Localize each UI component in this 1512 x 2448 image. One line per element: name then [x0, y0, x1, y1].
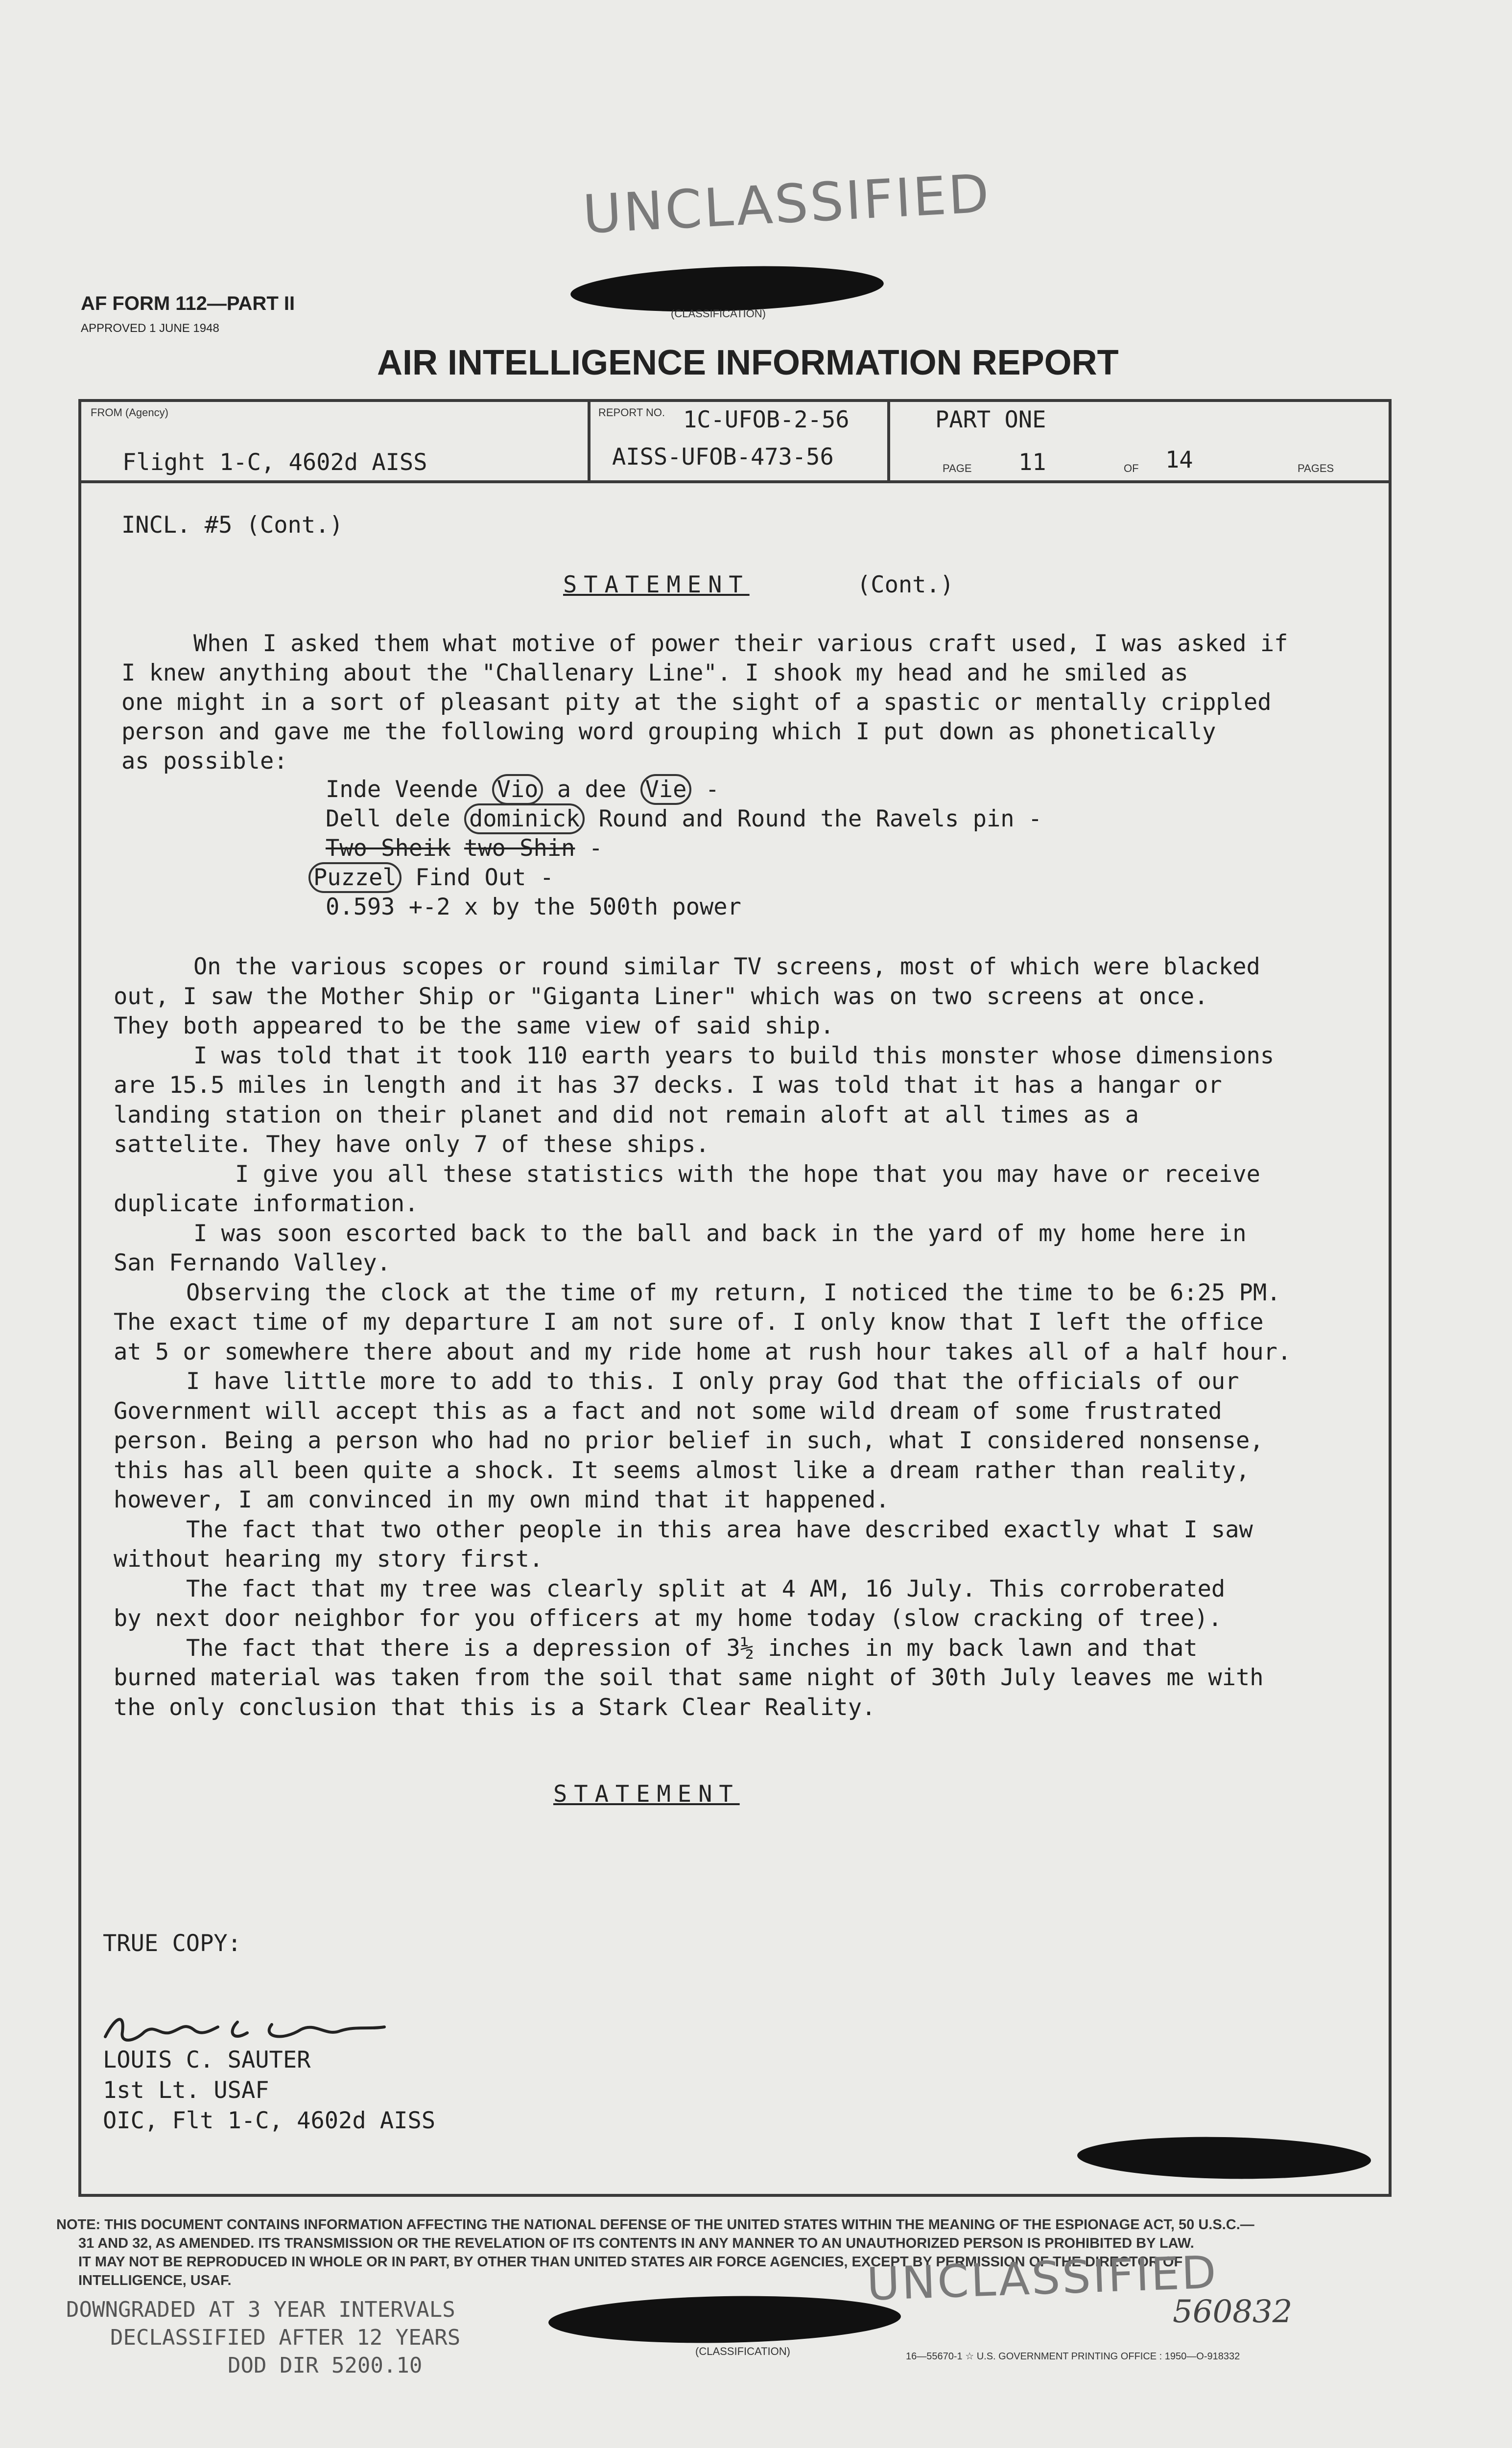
phrase-3-a: Two Sheik: [326, 835, 450, 862]
signer-rank: 1st Lt. USAF: [103, 2077, 269, 2104]
phrase-1-a: Inde Veende: [326, 776, 492, 803]
para1-line-1: When I asked them what motive of power their various craft used, I was asked if: [193, 630, 1288, 657]
body-border-left: [78, 483, 81, 2197]
phrase-1-circled-b: Vio: [492, 774, 543, 805]
phrase-3-d: -: [575, 835, 603, 862]
form-id: AF FORM 112—PART II: [81, 293, 295, 314]
statement-body-line: burned material was taken from the soil that same night of 30th July leaves me with: [114, 1664, 1264, 1691]
phrase-1-e: -: [691, 776, 720, 803]
gpo-footer: 16—55670-1 ☆ U.S. GOVERNMENT PRINTING OFFICE : 1950—O-918332: [906, 2351, 1240, 2362]
statement-body-line: The fact that my tree was clearly split at 4 AM, 16 July. This corroberated: [186, 1576, 1226, 1602]
statement-body-line: duplicate information.: [114, 1190, 419, 1217]
phrase-3-c: two Shin: [464, 835, 575, 862]
from-value: Flight 1-C, 4602d AISS: [122, 449, 427, 476]
notice-line-2: 31 AND 32, AS AMENDED. ITS TRANSMISSION OR THE REVELATION OF ITS CONTENTS IN ANY MANNER TO AN UNAUTHORIZED PERSON IS PROHIBITED BY LAW.: [78, 2236, 1194, 2251]
of-value: 14: [1165, 447, 1193, 473]
statement-heading-text: STATEMENT: [563, 571, 750, 598]
statement-body-line: this has all been quite a shock. It seems almost like a dream rather than reality,: [114, 1457, 1250, 1484]
para1-line-2: I knew anything about the "Challenary Line". I shook my head and he smiled as: [121, 659, 1188, 686]
statement-body-line: without hearing my story first.: [114, 1546, 543, 1573]
phrase-1-circled-d: Vie: [640, 774, 692, 805]
true-copy-label: TRUE COPY:: [103, 1930, 241, 1957]
bottom-classification-stamp: UNCLASSIFIED: [866, 2246, 1219, 2311]
statement-heading: [563, 570, 750, 600]
page-label: PAGE: [943, 462, 972, 474]
statement-body-line: however, I am convinced in my own mind that it happened.: [114, 1486, 890, 1513]
bottom-classification-caption: (CLASSIFICATION): [695, 2345, 790, 2357]
para1-line-3: one might in a sort of pleasant pity at the sight of a spastic or mentally crippled: [121, 689, 1272, 716]
report-no-line1: 1C-UFOB-2-56: [683, 406, 850, 433]
statement-body-line: I give you all these statistics with the hope that you may have or receive: [235, 1161, 1260, 1188]
statement-body-line: San Fernando Valley.: [114, 1249, 391, 1276]
report-title: AIR INTELLIGENCE INFORMATION REPORT: [377, 343, 1119, 382]
phrase-4-circled-a: Puzzel: [308, 862, 402, 893]
notice-line-1: NOTE: THIS DOCUMENT CONTAINS INFORMATION AFFECTING THE NATIONAL DEFENSE OF THE UNITED STATES WITHIN THE MEANING OF THE ESPIONAGE ACT, 50 U.S.C.—: [56, 2217, 1254, 2233]
phrase-line-1: [326, 775, 719, 804]
statement-body-line: by next door neighbor for you officers at my home today (slow cracking of tree).: [114, 1605, 1222, 1632]
downgrade-line-2: DECLASSIFIED AFTER 12 YEARS: [110, 2325, 461, 2350]
phrase-2-circled-b: dominick: [464, 803, 585, 834]
report-no-line2: AISS-UFOB-473-56: [612, 444, 834, 471]
statement-cont: (Cont.): [857, 571, 954, 598]
phrase-line-2: [326, 804, 1042, 834]
statement-body-line: I was told that it took 110 earth years to build this monster whose dimensions: [193, 1042, 1275, 1069]
phrase-line-3: [326, 834, 603, 863]
statement-body-line: person. Being a person who had no prior belief in such, what I considered nonsense,: [114, 1427, 1264, 1454]
phrase-line-5: 0.593 +-2 x by the 500th power: [326, 894, 741, 920]
statement-body-line: The exact time of my departure I am not sure of. I only know that I left the office: [114, 1309, 1264, 1336]
bottom-center-redaction: [548, 2293, 901, 2346]
handwritten-signature: [95, 2002, 389, 2051]
closing-statement-heading: [553, 1780, 740, 1809]
statement-body-line: On the various scopes or round similar TV screens, most of which were blacked: [193, 953, 1260, 980]
closing-statement-heading-text: STATEMENT: [553, 1781, 740, 1808]
downgrade-line-1: DOWNGRADED AT 3 YEAR INTERVALS: [66, 2297, 455, 2322]
body-border-right: [1389, 483, 1392, 2197]
of-label: OF: [1124, 462, 1139, 474]
report-no-label: REPORT NO.: [598, 406, 665, 419]
statement-body-line: are 15.5 miles in length and it has 37 decks. I was told that it has a hangar or: [114, 1072, 1222, 1099]
pages-label: PAGES: [1298, 462, 1334, 474]
handwritten-number: 560832: [1173, 2294, 1293, 2330]
statement-body-line: The fact that two other people in this area have described exactly what I saw: [186, 1516, 1253, 1543]
inclosure-label: INCL. #5 (Cont.): [121, 512, 343, 539]
notice-line-3: IT MAY NOT BE REPRODUCED IN WHOLE OR IN PART, BY OTHER THAN UNITED STATES AIR FORCE AGENCIES, EXCEPT BY PERMISSION OF THE DIRECTOR OF: [78, 2254, 1183, 2270]
notice-line-4: INTELLIGENCE, USAF.: [78, 2273, 232, 2288]
statement-body-line: sattelite. They have only 7 of these ships.: [114, 1131, 709, 1158]
statement-body-line: at 5 or somewhere there about and my ride home at rush hour takes all of a half hour.: [114, 1339, 1292, 1365]
statement-body-line: I have little more to add to this. I only pray God that the officials of our: [186, 1368, 1239, 1395]
page-value: 11: [1018, 449, 1046, 476]
statement-body-line: landing station on their planet and did not remain aloft at all times as a: [114, 1102, 1139, 1129]
body-border-bottom: [78, 2194, 1392, 2197]
statement-body-line: out, I saw the Mother Ship or "Giganta Liner" which was on two screens at once.: [114, 983, 1208, 1010]
top-classification-caption: (CLASSIFICATION): [671, 307, 766, 320]
statement-body-line: Government will accept this as a fact and not some wild dream of some frustrated: [114, 1398, 1222, 1425]
phrase-2-a: Dell dele: [326, 805, 464, 832]
header-divider-1: [588, 399, 591, 483]
from-label: FROM (Agency): [91, 406, 168, 419]
phrase-line-4: [308, 863, 554, 893]
statement-body-line: They both appeared to be the same view of said ship.: [114, 1012, 834, 1039]
top-classification-stamp: UNCLASSIFIED: [581, 163, 992, 246]
phrase-1-c: a dee: [543, 776, 640, 803]
phrase-3-b: [450, 835, 464, 862]
downgrade-line-3: DOD DIR 5200.10: [228, 2353, 423, 2378]
signer-unit: OIC, Flt 1-C, 4602d AISS: [103, 2107, 436, 2134]
statement-body-line: the only conclusion that this is a Stark Clear Reality.: [114, 1694, 876, 1721]
phrase-2-c: Round and Round the Ravels pin -: [585, 805, 1042, 832]
bottom-right-redaction: [1077, 2135, 1371, 2181]
para1-line-4: person and gave me the following word grouping which I put down as phonetically: [121, 718, 1216, 745]
part-value: PART ONE: [935, 406, 1046, 433]
header-divider-2: [887, 399, 890, 483]
statement-body-line: Observing the clock at the time of my return, I noticed the time to be 6:25 PM.: [186, 1279, 1281, 1306]
signer-name: LOUIS C. SAUTER: [103, 2047, 311, 2073]
phrase-4-b: Find Out -: [401, 864, 554, 891]
statement-body-line: The fact that there is a depression of 3½ inches in my back lawn and that: [186, 1635, 1198, 1662]
form-approved-date: APPROVED 1 JUNE 1948: [81, 322, 219, 335]
statement-body-line: I was soon escorted back to the ball and back in the yard of my home here in: [193, 1220, 1247, 1247]
para1-line-5: as possible:: [121, 748, 288, 775]
